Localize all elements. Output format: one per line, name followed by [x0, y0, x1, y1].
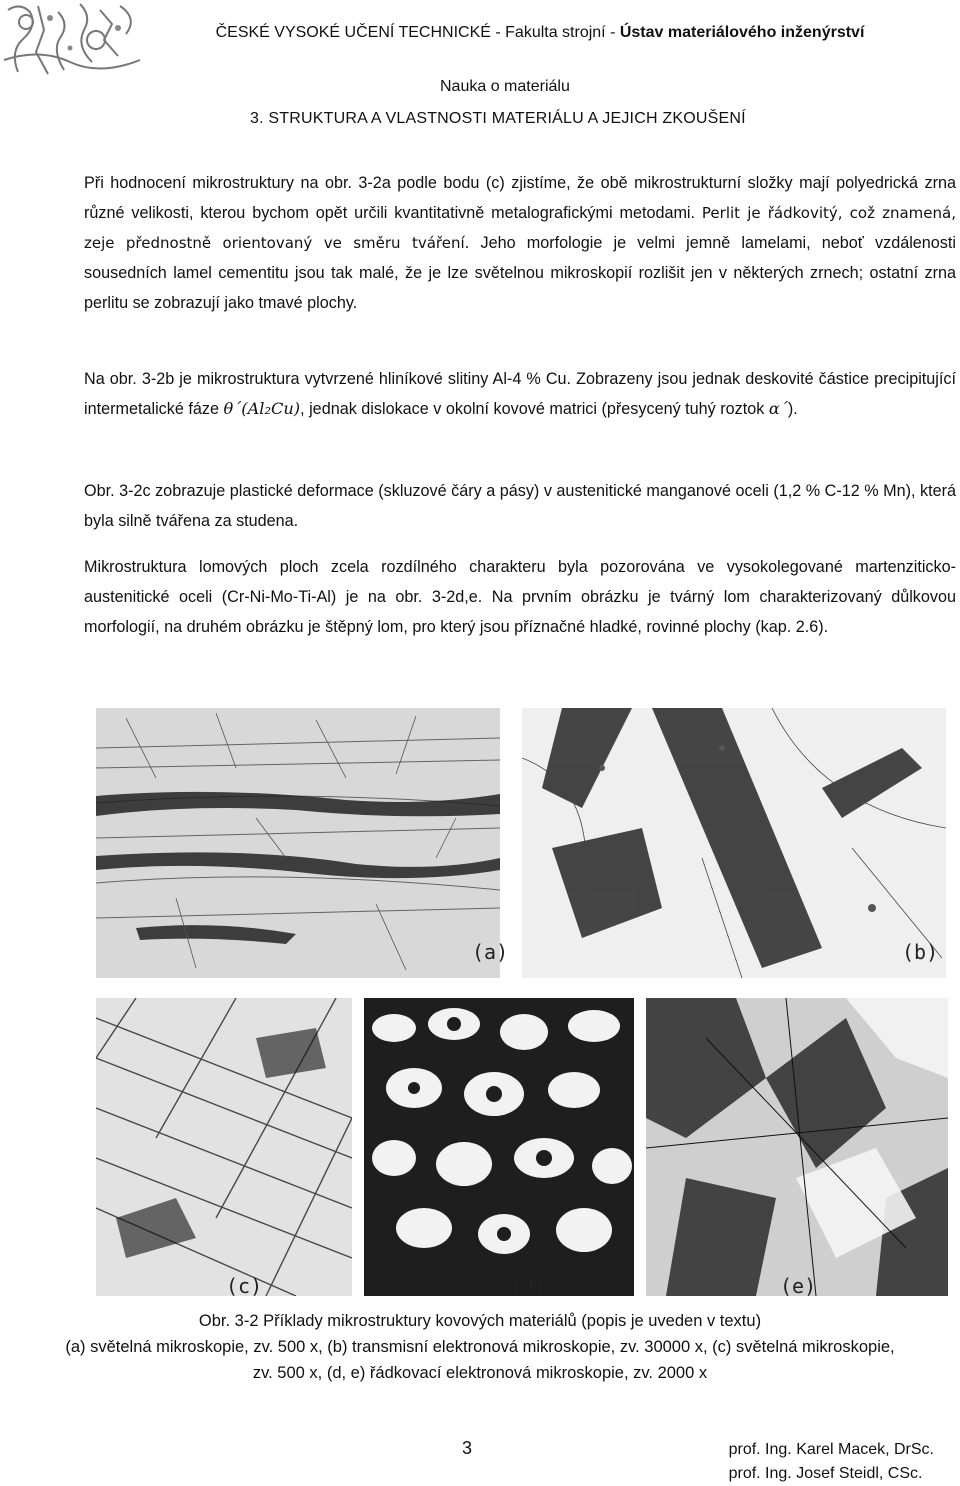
paragraph-text: Perlit je řádkovitý, což znamená, zeje přednostně orientovaný ve směru tváření. [84, 204, 956, 252]
micrograph-d [364, 998, 634, 1296]
chapter-title: 3. STRUKTURA A VLASTNOSTI MATERIÁLU A JEJICH ZKOUŠENÍ [250, 110, 746, 127]
figure-label-d: (d) [510, 1274, 547, 1298]
figure-label-a: (a) [472, 940, 509, 964]
institution-name: ČESKÉ VYSOKÉ UČENÍ TECHNICKÉ - [215, 24, 506, 41]
faculty-name: Fakulta strojní - [505, 24, 620, 41]
course-name: Nauka o materiálu [440, 78, 570, 95]
micrograph-b [522, 708, 946, 978]
figure-label-c: (c) [226, 1274, 263, 1298]
university-logo [0, 0, 150, 80]
figure-caption [60, 1308, 900, 1386]
paragraph-fracture: Mikrostruktura lomových ploch zcela rozdílného charakteru byla pozorována ve vysokolegované martenziticko-austenitické oceli (Cr-Ni-Mo-Ti-Al) je na obr. 3-2d,e. Na prvním obrázku je tvárný lom charakterizovaný důlkovou morfologií, na druhém obrázku je štěpný lom, pro který jsou příznačné hladké, rovinné plochy (kap. 2.6). [84, 558, 956, 636]
figure-label-b: (b) [902, 940, 939, 964]
paragraph-pearlite [84, 168, 956, 318]
caption-title: Obr. 3-2 Příklady mikrostruktury kovových materiálů (popis je uveden v textu) [198, 1312, 762, 1330]
figure-label-e: (e) [780, 1274, 817, 1298]
paragraph-text: Jeho morfologie je velmi jemně lamelami, neboť vzdálenosti sousedních lamel cementitu jsou tak malé, že je lze světelnou mikroskopií rozlišit jen v některých zrnech; ostatní zrna perlitu se zobrazují jako tmavé plochy. [84, 234, 956, 312]
paragraph-text: , jednak dislokace v okolní kovové matrici (přesycený tuhý roztok [300, 400, 769, 418]
paragraph-aluminium [84, 364, 956, 424]
page-number: 3 [462, 1438, 473, 1458]
micrograph-e [646, 998, 948, 1296]
paragraph-text: ). [787, 400, 798, 418]
micrograph-a [96, 708, 500, 978]
paragraph-deformation: Obr. 3-2c zobrazuje plastické deformace (skluzové čáry a pásy) v austenitické manganové oceli (1,2 % C-12 % Mn), která byla silně tvářena za studena. [84, 482, 956, 530]
micrograph-c [96, 998, 352, 1296]
formula-theta: θ´(Al₂Cu) [223, 399, 301, 418]
author-name: prof. Ing. Karel Macek, DrSc. [728, 1441, 934, 1458]
caption-details: (a) světelná mikroskopie, zv. 500 x, (b) transmisní elektronová mikroskopie, zv. 30000 x, (c) světelná mikroskopie, zv. 500 x, (d, e) řádkovací elektronová mikroskopie, zv. 2000 x [65, 1338, 895, 1382]
paragraph-text: Na obr. 3-2b je mikrostruktura vytvrzené hliníkové slitiny Al-4 % Cu. Zobrazeny jsou jednak deskovité částice precipitující intermetalické fáze [84, 370, 956, 418]
footer-authors [729, 1438, 934, 1486]
formula-alpha: α´ [768, 399, 788, 418]
department-name: Ústav materiálového inženýrství [619, 24, 865, 41]
paragraph-text: Při hodnocení mikrostruktury na obr. 3-2a podle bodu (c) zjistíme, že obě mikrostrukturní složky mají polyedrická zrna různé velikosti, kterou bychom opět určili kvantitativně metalografickými metodami. [84, 174, 956, 222]
header-institution [170, 24, 910, 42]
author-name: prof. Ing. Josef Steidl, CSc. [728, 1465, 923, 1482]
